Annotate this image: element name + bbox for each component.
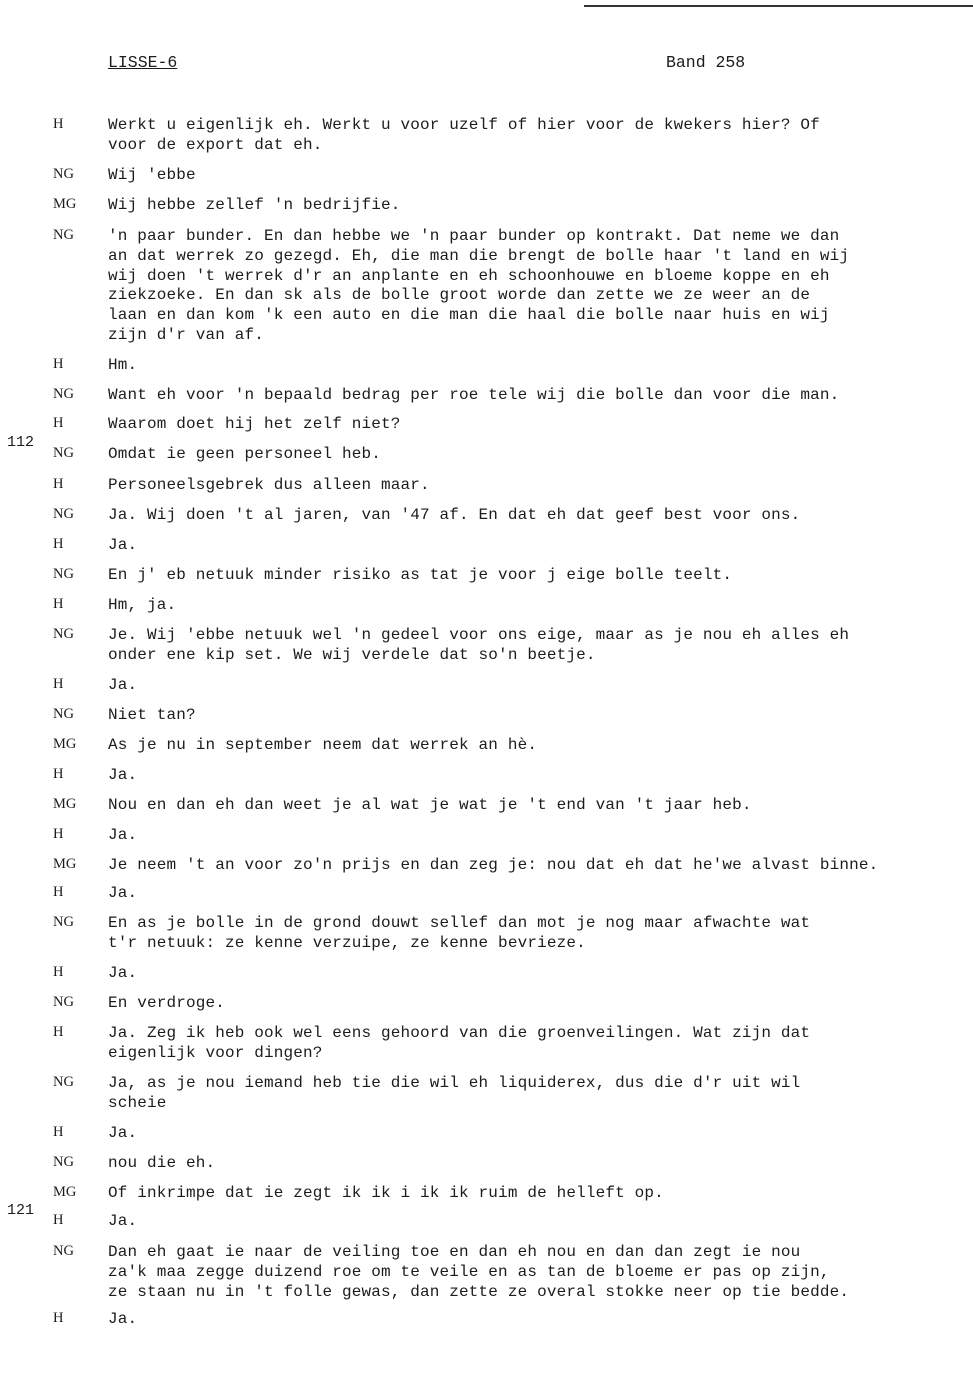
speaker-label: H [53,356,64,372]
speaker-label: H [53,766,64,782]
speaker-label: NG [53,1243,74,1259]
utterance-text: Ja. [108,964,138,982]
utterance-text: As je nu in september neem dat werrek an hè. [108,736,538,754]
speaker-label: NG [53,626,74,642]
utterance-text: Ja. [108,676,138,694]
utterance-text: Ja. [108,1124,138,1142]
utterance-text: Hm. [108,356,138,374]
speaker-label: H [53,476,64,492]
utterance-text: Niet tan? [108,706,196,724]
utterance-text: Ja. [108,1212,138,1230]
utterance-text: Ja. [108,1310,138,1328]
speaker-label: H [53,676,64,692]
speaker-label: MG [53,796,77,812]
speaker-label: H [53,964,64,980]
utterance-text: Je. Wij 'ebbe netuuk wel 'n gedeel voor ons eige, maar as je nou eh alles eh onder ene kip set. We wij verdele dat so'n beetje. [108,626,850,664]
utterance-text: Ja. [108,536,138,554]
margin-number: 121 [7,1202,35,1219]
speaker-label: H [53,826,64,842]
utterance-text: Ja. [108,884,138,902]
utterance-text: Omdat ie geen personeel heb. [108,445,382,463]
utterance-text: En as je bolle in de grond douwt sellef dan mot je nog maar afwachte wat t'r netuuk: ze kenne verzuipe, ze kenne bevrieze. [108,914,811,952]
utterance-text: Ja, as je nou iemand heb tie die wil eh liquiderex, dus die d'r uit wil scheie [108,1074,801,1112]
utterance-text: Hm, ja. [108,596,177,614]
speaker-label: NG [53,706,74,722]
speaker-label: NG [53,506,74,522]
margin-number: 112 [7,434,35,451]
speaker-label: NG [53,445,74,461]
utterance-text: Wij hebbe zellef 'n bedrijfie. [108,196,401,214]
utterance-text: Ja. Wij doen 't al jaren, van '47 af. En dat eh dat geef best voor ons. [108,506,801,524]
utterance-text: Of inkrimpe dat ie zegt ik ik i ik ik ruim de helleft op. [108,1184,664,1202]
speaker-label: NG [53,1154,74,1170]
speaker-label: H [53,116,64,132]
utterance-text: En verdroge. [108,994,226,1012]
utterance-text: Je neem 't an voor zo'n prijs en dan zeg je: nou dat eh dat he'we alvast binne. [108,856,879,874]
speaker-label: MG [53,856,77,872]
utterance-text: nou die eh. [108,1154,216,1172]
speaker-label: H [53,1024,64,1040]
top-rule [584,5,973,7]
speaker-label: NG [53,386,74,402]
utterance-text: Personeelsgebrek dus alleen maar. [108,476,430,494]
speaker-label: NG [53,1074,74,1090]
utterance-text: Ja. [108,826,138,844]
speaker-label: NG [53,914,74,930]
utterance-text: Ja. Zeg ik heb ook wel eens gehoord van die groenveilingen. Wat zijn dat eigenlijk voor dingen? [108,1024,811,1062]
speaker-label: NG [53,994,74,1010]
speaker-label: H [53,1124,64,1140]
speaker-label: H [53,415,64,431]
tape-number: Band 258 [666,53,746,72]
utterance-text: Werkt u eigenlijk eh. Werkt u voor uzelf of hier voor de kwekers hier? Of voor de export dat eh. [108,116,820,154]
speaker-label: MG [53,196,77,212]
utterance-text: Ja. [108,766,138,784]
utterance-text: Want eh voor 'n bepaald bedrag per roe tele wij die bolle dan voor die man. [108,386,840,404]
utterance-text: En j' eb netuuk minder risiko as tat je voor j eige bolle teelt. [108,566,733,584]
speaker-label: NG [53,166,74,182]
speaker-label: H [53,1212,64,1228]
utterance-text: 'n paar bunder. En dan hebbe we 'n paar bunder op kontrakt. Dat neme we dan an dat werrek zo gezegd. Eh, die man die brengt de bolle haar 't land en wij wij doen 't werrek d'r an anplante en eh schoonhouwe en bloeme koppe en eh ziekzoeke. En dan sk als de bolle groot worde dan zette we ze weer an de laan en dan kom 'k een auto en die man die haal die bolle naar huis en wij zijn d'r van af. [108,227,850,344]
utterance-text: Dan eh gaat ie naar de veiling toe en dan eh nou en dan dan zegt ie nou za'k maa zegge duizend roe om te veile en as tan de bloeme er pas op zijn, ze staan nu in 't folle gewas, dan zette ze overal stokke neer op tie bedde. [108,1243,850,1301]
speaker-label: MG [53,736,77,752]
speaker-label: H [53,536,64,552]
document-id: LISSE-6 [108,53,178,72]
speaker-label: NG [53,566,74,582]
speaker-label: H [53,596,64,612]
speaker-label: MG [53,1184,77,1200]
utterance-text: Waarom doet hij het zelf niet? [108,415,401,433]
speaker-label: H [53,884,64,900]
speaker-label: H [53,1310,64,1326]
utterance-text: Nou en dan eh dan weet je al wat je wat je 't end van 't jaar heb. [108,796,752,814]
speaker-label: NG [53,227,74,243]
utterance-text: Wij 'ebbe [108,166,196,184]
